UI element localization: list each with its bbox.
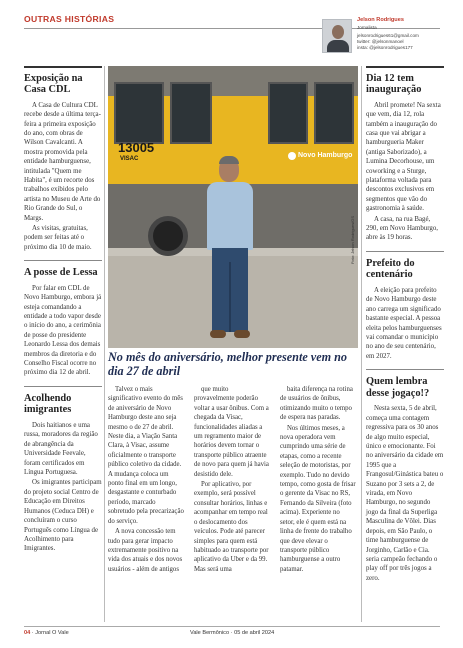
author-box [322,17,450,65]
story-inauguracao [366,66,444,243]
main-headline: No mês do aniversário, melhor presente vem no dia 27 de abril [108,350,348,379]
story-paragraph: Dois haitianos e uma russa, moradores da região de abrangência da Universidade Feevale, foram certificados em Língua Portuguesa. [24,422,98,477]
main-paragraph: A nova concessão tem tudo para gerar impacto extremamente positivo na vida dos atuais e dos novos usuários - além de antigos [108,528,183,573]
author-avatar [322,19,352,53]
story-title: A posse de Lessa [24,267,98,279]
story-paragraph: Os imigrantes participam do projeto social Centro de Educação em Direitos Humanos (Ceduca DH) e concluíram o curso Português como Língua de Acolhimento para Imigrantes. [24,479,102,553]
main-paragraph: Talvez o mais significativo evento do mês de aniversário de Novo Hamburgo deste ano seja mesmo o de 27 de abril. Neste dia, a Viação Santa Clara, à Visac, assume oficialmente o transporte público coletivo da cidade. A mudança coloca um ponto final em um longo, desgastante e conturbado período, marcado sobretudo pela precarização do serviço. [108,386,184,525]
city-logo-icon [288,152,296,160]
bus-wheel [148,216,188,256]
person-leg-gap [229,262,231,332]
story-paragraph: Abril promete! Na sexta que vem, dia 12, rola também a inauguração do casa que vai abrigar a hamburgueria Maker (antiga Saborizado), a Lumina Decorhouse, um coworking e a Sturge, plataforma voltada para descontos exclusivos em segmentos que vão do gastronomia à saúde. [366,101,441,213]
story-paragraph: Nesta sexta, 5 de abril, começa uma contagem regressiva para os 30 anos de algo muito especial, único e emocionante. Foi no aniversário da cidade em 1995 que a Frangosul/Ginástica bateu o Suzano por 3 sets a 2, de virada, em Novo Hamburgo, no segundo jogo da final da Superliga Masculina de Vôlei. Dias depois, em São Paulo, o time hamburguense de Jorginho, Carlão e Cia. seria campeão fechando o play off por três jogos a zero. [366,405,444,582]
footer-left [24,630,69,636]
footer-rule [24,626,440,627]
person-shoe [210,330,226,338]
story-paragraph: A Casa de Cultura CDL recebe desde a última terça-feira a primeira exposição do ano, com obras de Wilson Cavalcanti. A mostra promovida pela entidade hamburguense, intitulada "Quem me Habita", é um recorte dos trabalhos exibidos pelo artista no Museu de Arte do Rio Grande do Sul, o Margs. [24,101,101,222]
story-exposicao [24,66,102,252]
page-number: 04 [24,630,31,636]
main-paragraph: Por aplicativo, por exemplo, será possível consultar horários, linhas e acompanhar em tempo real o deslocamento dos veículos. Pode até parecer simples para quem está habituado ao transporte por aplicativo da Uber e da 99. Mas será uma [194,481,269,573]
story-divider [366,369,444,370]
main-photo [108,66,358,348]
main-paragraph: que muito provavelmente poderão voltar a usar ônibus. Com a chegada da Visac, funcionalidades aliadas a um regramento maior de horários devem tornar o transporte público atraente de novo para quem já havia desistido dele. [194,386,269,478]
story-paragraph: Por falar em CDL de Novo Hamburgo, embora já esteja comandando a entidade a todo vapor desde o início do ano, a cerimônia de posse do presidente Leonardo Lessa dos demais membros da diretoria e do Conselho Fiscal ocorre no próximo dia 12 de abril. [24,284,102,377]
bus-company: VISAC [120,156,139,162]
story-imigrantes [24,393,102,554]
edition-name: Vale Bermônico [190,630,230,636]
avatar-head [332,25,344,39]
person-figure [204,158,256,344]
main-paragraph: baita diferença na rotina de usuários de ônibus, otimizando muito o tempo de espera nas paradas. [280,386,353,422]
person-shoe [234,330,250,338]
column-divider [104,66,105,622]
bus-window [314,82,354,144]
author-role: Jornalista [357,25,377,30]
bus-window [268,82,308,144]
bus-window [170,82,212,144]
story-title: Quem lembra desse jogaço!? [366,376,430,399]
story-paragraph: As visitas, gratuitas, podem ser feitas até o próximo dia 10 de maio. [24,224,92,251]
author-email[interactable]: jelsonrodrigues61@gmail.com [357,33,419,38]
story-rule [366,66,444,68]
story-paragraph: A eleição para prefeito de Novo Hamburgo deste ano carrega um significado bastante especial. A pessoa eleita pelos hamburguenses vai comandar o município no ano de seu centenário, em 2027. [366,286,442,360]
story-posse [24,267,102,378]
story-rule [24,66,102,68]
footer-center [190,630,274,636]
left-column [24,66,102,555]
story-title: Dia 12 tem inauguração [366,72,422,96]
author-name: Jelson Rodrigues [357,17,404,23]
story-jogaco [366,376,444,583]
bus-number: 13005 [118,140,155,155]
right-column [366,66,444,584]
photo-credit: Foto: Jelson Rodrigues/GS [350,216,355,265]
story-divider [366,251,444,252]
bus-window [114,82,164,144]
story-prefeito [366,258,444,361]
main-column-2 [194,385,270,575]
story-title: Prefeito do centenário [366,257,415,281]
footer-separator: · [31,630,34,636]
main-column-1 [108,385,184,575]
author-twitter[interactable]: twitter: @jelsonmanoel [357,39,404,44]
author-insta[interactable]: insta: @jelsonrodrigues177 [357,45,413,50]
main-column-3 [280,385,356,575]
story-title: Acolhendo imigrantes [24,392,72,416]
person-hair [219,156,239,164]
bus-brand: Novo Hamburgo [298,152,353,159]
story-title: Exposição na Casa CDL [24,72,83,96]
section-label: OUTRAS HISTÓRIAS [24,14,115,24]
story-divider [24,386,102,387]
column-divider [361,66,362,622]
person-shirt [207,182,253,250]
edition-date: 05 de abril 2024 [234,630,275,636]
main-paragraph: Nos últimos meses, a nova operadora vem cumprindo uma série de etapas, como a recente seleção de motoristas, por exemplo. Tudo no devido tempo, como gosta de frisar o gerente da Visac no RS, Fernando da Silveira (foto acima). Experiente no setor, ele é quem está na linha de frente do trabalho que deve elevar o transporte público hamburguense a outro patamar. [280,424,356,573]
paper-name: Jornal O Vale [35,630,69,636]
story-divider [24,260,102,261]
footer-separator: · [230,630,233,636]
story-paragraph: A casa, na rua Bagé, 290, em Novo Hamburgo, abre às 19 horas. [366,215,439,242]
avatar-body [327,40,349,53]
